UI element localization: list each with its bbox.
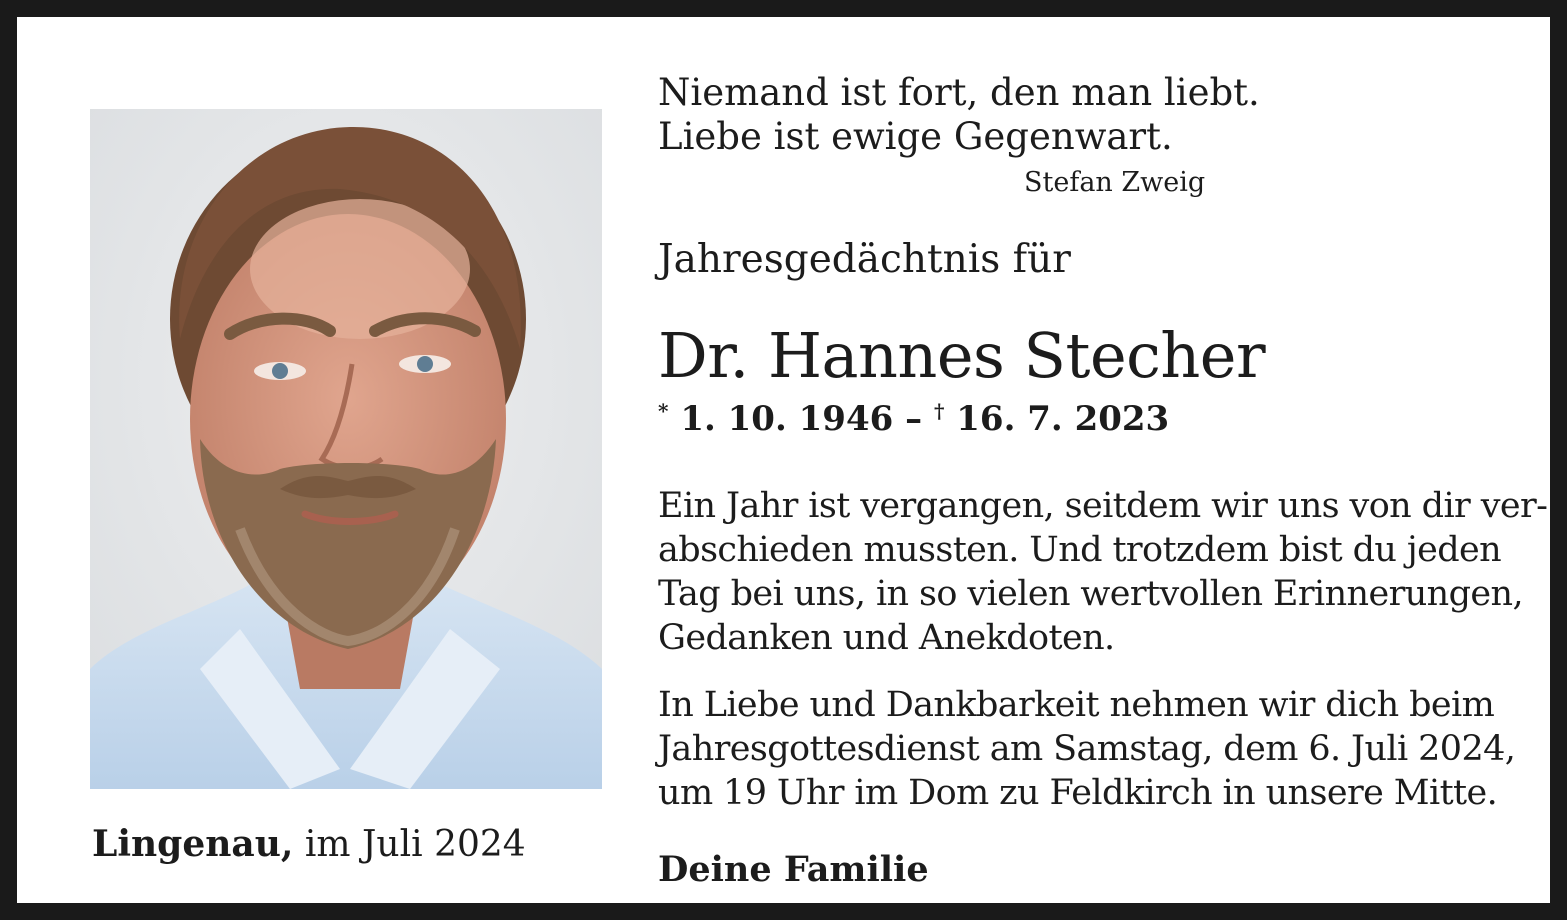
place-name: Lingenau, bbox=[92, 823, 294, 865]
service-paragraph bbox=[658, 683, 1538, 815]
place-and-date bbox=[92, 823, 526, 865]
paragraph-line: um 19 Uhr im Dom zu Feldkirch in unsere Mitte. bbox=[658, 773, 1498, 813]
quote-line: Liebe ist ewige Gegenwart. bbox=[658, 115, 1173, 158]
memorial-quote bbox=[658, 71, 1538, 159]
life-dates bbox=[658, 399, 1538, 439]
family-signature: Deine Familie bbox=[658, 849, 929, 890]
paragraph-line: In Liebe und Dankbarkeit nehmen wir dich beim bbox=[658, 685, 1495, 725]
paragraph-line: abschieden mussten. Und trotzdem bist du jeden bbox=[658, 530, 1502, 570]
birth-date: 1. 10. 1946 bbox=[680, 399, 894, 439]
death-date: 16. 7. 2023 bbox=[956, 399, 1170, 439]
quote-line: Niemand ist fort, den man liebt. bbox=[658, 71, 1260, 114]
portrait-illustration bbox=[90, 109, 602, 789]
deceased-name: Dr. Hannes Stecher bbox=[658, 319, 1266, 392]
death-symbol: † bbox=[933, 399, 945, 423]
birth-symbol: * bbox=[658, 399, 669, 423]
remembrance-paragraph bbox=[658, 484, 1548, 660]
place-date: im Juli 2024 bbox=[293, 824, 526, 865]
paragraph-line: Jahresgottesdienst am Samstag, dem 6. Juli 2024, bbox=[658, 729, 1516, 769]
quote-author: Stefan Zweig bbox=[1024, 167, 1206, 198]
paragraph-line: Ein Jahr ist vergangen, seitdem wir uns von dir ver- bbox=[658, 486, 1548, 526]
portrait-photo bbox=[90, 109, 602, 789]
memorial-intro: Jahresgedächtnis für bbox=[658, 237, 1071, 282]
date-separator: – bbox=[905, 399, 923, 439]
paragraph-line: Gedanken und Anekdoten. bbox=[658, 618, 1115, 658]
paragraph-line: Tag bei uns, in so vielen wertvollen Erinnerungen, bbox=[658, 574, 1523, 614]
